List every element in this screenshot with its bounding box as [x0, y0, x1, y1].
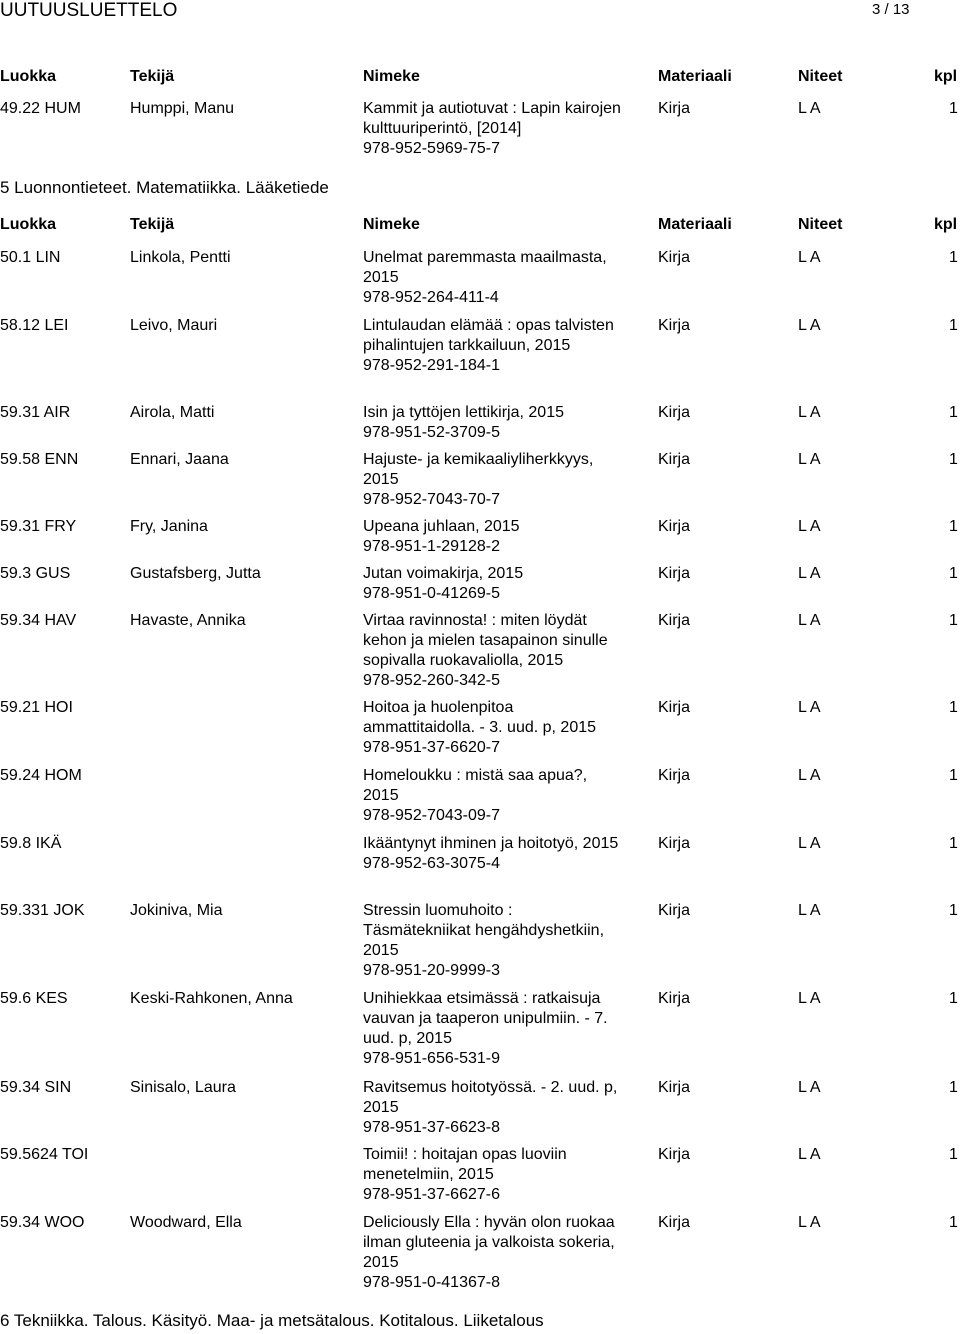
- item-niteet: L A: [798, 612, 821, 629]
- item-kpl: 1: [949, 1214, 958, 1231]
- item-kpl: 1: [949, 835, 958, 852]
- item-nimeke: Toimii! : hoitajan opas luoviin: [363, 1146, 567, 1163]
- item-kpl: 1: [949, 518, 958, 535]
- item-nimeke-line: 2015: [363, 1254, 399, 1271]
- column-header-luokka: Luokka: [0, 216, 57, 233]
- item-kpl: 1: [949, 317, 958, 334]
- list-item: [0, 564, 960, 584]
- item-luokka: 59.58 ENN: [0, 451, 79, 468]
- list-item: [0, 1145, 960, 1165]
- item-nimeke: Upeana juhlaan, 2015: [363, 518, 520, 535]
- item-tekija: Ennari, Jaana: [130, 451, 229, 468]
- item-luokka: 59.5624 TOI: [0, 1146, 89, 1163]
- item-isbn: 978-952-264-411-4: [363, 289, 499, 306]
- item-nimeke: Isin ja tyttöjen lettikirja, 2015: [363, 404, 564, 421]
- list-item: [0, 698, 960, 718]
- item-kpl: 1: [949, 699, 958, 716]
- item-materiaali: Kirja: [658, 612, 691, 629]
- item-isbn: 978-951-1-29128-2: [363, 538, 500, 555]
- column-header-niteet: Niteet: [798, 216, 843, 233]
- column-header-kpl: kpl: [934, 216, 958, 233]
- item-tekija: Leivo, Mauri: [130, 317, 218, 334]
- item-niteet: L A: [798, 767, 821, 784]
- item-isbn: 978-951-37-6627-6: [363, 1186, 500, 1203]
- item-materiaali: Kirja: [658, 767, 691, 784]
- item-kpl: 1: [949, 100, 958, 117]
- column-header-luokka: Luokka: [0, 68, 57, 85]
- item-luokka: 59.34 SIN: [0, 1079, 72, 1096]
- item-nimeke-line: 2015: [363, 269, 399, 286]
- item-nimeke-line: menetelmiin, 2015: [363, 1166, 494, 1183]
- item-isbn: 978-951-656-531-9: [363, 1050, 500, 1067]
- item-nimeke-line: ilman gluteenia ja valkoista sokeria,: [363, 1234, 615, 1251]
- list-item: [0, 517, 960, 537]
- column-header-tekija: Tekijä: [130, 216, 175, 233]
- column-header-niteet: Niteet: [798, 68, 843, 85]
- item-nimeke-line: ammattitaidolla. - 3. uud. p, 2015: [363, 719, 597, 736]
- list-item: [0, 901, 960, 921]
- item-isbn: 978-952-260-342-5: [363, 672, 500, 689]
- item-isbn: 978-951-0-41269-5: [363, 585, 500, 602]
- item-materiaali: Kirja: [658, 100, 691, 117]
- item-isbn: 978-951-52-3709-5: [363, 424, 500, 441]
- item-nimeke-line: 2015: [363, 942, 399, 959]
- list-item: [0, 403, 960, 423]
- item-materiaali: Kirja: [658, 1079, 691, 1096]
- item-niteet: L A: [798, 990, 821, 1007]
- item-nimeke: Stressin luomuhoito :: [363, 902, 513, 919]
- item-nimeke: Ikääntynyt ihminen ja hoitotyö, 2015: [363, 835, 619, 852]
- list-item: [0, 1078, 960, 1098]
- item-nimeke-line: Täsmätekniikat hengähdyshetkiin,: [363, 922, 605, 939]
- item-materiaali: Kirja: [658, 902, 691, 919]
- item-niteet: L A: [798, 1214, 821, 1231]
- item-niteet: L A: [798, 1079, 821, 1096]
- item-tekija: Airola, Matti: [130, 404, 215, 421]
- item-materiaali: Kirja: [658, 518, 691, 535]
- item-luokka: 59.331 JOK: [0, 902, 85, 919]
- item-isbn: 978-951-37-6623-8: [363, 1119, 500, 1136]
- item-nimeke-line: 2015: [363, 471, 399, 488]
- list-item: [0, 766, 960, 786]
- item-nimeke-line: 2015: [363, 787, 399, 804]
- item-niteet: L A: [798, 451, 821, 468]
- column-header-tekija: Tekijä: [130, 68, 175, 85]
- column-header-materiaali: Materiaali: [658, 68, 732, 85]
- item-luokka: 59.31 AIR: [0, 404, 71, 421]
- item-niteet: L A: [798, 518, 821, 535]
- item-tekija: Jokiniva, Mia: [130, 902, 223, 919]
- item-luokka: 59.21 HOI: [0, 699, 73, 716]
- item-isbn: 978-951-37-6620-7: [363, 739, 500, 756]
- column-header-kpl: kpl: [934, 68, 958, 85]
- item-nimeke: Hajuste- ja kemikaaliyliherkkyys,: [363, 451, 594, 468]
- item-kpl: 1: [949, 404, 958, 421]
- item-nimeke: Unelmat paremmasta maailmasta,: [363, 249, 607, 266]
- item-kpl: 1: [949, 249, 958, 266]
- item-luokka: 58.12 LEI: [0, 317, 69, 334]
- item-kpl: 1: [949, 1146, 958, 1163]
- page-title: UUTUUSLUETTELO: [0, 0, 178, 21]
- item-materiaali: Kirja: [658, 451, 691, 468]
- list-item: [0, 611, 960, 631]
- item-nimeke-line: vauvan ja taaperon unipulmiin. - 7.: [363, 1010, 608, 1027]
- item-nimeke: Kammit ja autiotuvat : Lapin kairojen: [363, 100, 621, 117]
- item-nimeke-line: uud. p, 2015: [363, 1030, 452, 1047]
- item-tekija: Linkola, Pentti: [130, 249, 231, 266]
- column-header-nimeke: Nimeke: [363, 216, 420, 233]
- item-kpl: 1: [949, 451, 958, 468]
- item-nimeke: Hoitoa ja huolenpitoa: [363, 699, 514, 716]
- list-item: [0, 316, 960, 336]
- item-nimeke: Jutan voimakirja, 2015: [363, 565, 524, 582]
- item-nimeke: Ravitsemus hoitotyössä. - 2. uud. p,: [363, 1079, 618, 1096]
- item-luokka: 59.34 HAV: [0, 612, 77, 629]
- item-luokka: 59.6 KES: [0, 990, 68, 1007]
- item-niteet: L A: [798, 100, 821, 117]
- item-kpl: 1: [949, 767, 958, 784]
- section-title: 5 Luonnontieteet. Matematiikka. Lääketiede: [0, 178, 329, 197]
- item-luokka: 50.1 LIN: [0, 249, 61, 266]
- item-nimeke-line: kulttuuriperintö, [2014]: [363, 120, 522, 137]
- item-kpl: 1: [949, 902, 958, 919]
- item-materiaali: Kirja: [658, 699, 691, 716]
- item-nimeke: Homeloukku : mistä saa apua?,: [363, 767, 588, 784]
- item-niteet: L A: [798, 902, 821, 919]
- item-materiaali: Kirja: [658, 835, 691, 852]
- item-materiaali: Kirja: [658, 1146, 691, 1163]
- item-nimeke-line: 2015: [363, 1099, 399, 1116]
- item-niteet: L A: [798, 1146, 821, 1163]
- item-nimeke-line: pihalintujen tarkkailuun, 2015: [363, 337, 571, 354]
- item-materiaali: Kirja: [658, 249, 691, 266]
- item-luokka: 59.31 FRY: [0, 518, 77, 535]
- item-materiaali: Kirja: [658, 990, 691, 1007]
- item-materiaali: Kirja: [658, 317, 691, 334]
- list-item: [0, 1213, 960, 1233]
- item-niteet: L A: [798, 565, 821, 582]
- item-materiaali: Kirja: [658, 404, 691, 421]
- item-nimeke-line: kehon ja mielen tasapainon sinulle: [363, 632, 608, 649]
- item-isbn: 978-952-7043-70-7: [363, 491, 500, 508]
- item-kpl: 1: [949, 612, 958, 629]
- item-isbn: 978-952-63-3075-4: [363, 855, 500, 872]
- list-item: [0, 248, 960, 268]
- item-isbn: 978-951-20-9999-3: [363, 962, 500, 979]
- column-header-row: [0, 215, 960, 235]
- item-nimeke: Lintulaudan elämää : opas talvisten: [363, 317, 614, 334]
- list-item: [0, 834, 960, 854]
- item-isbn: 978-951-0-41367-8: [363, 1274, 500, 1291]
- item-niteet: L A: [798, 404, 821, 421]
- item-luokka: 59.3 GUS: [0, 565, 71, 582]
- item-tekija: Havaste, Annika: [130, 612, 246, 629]
- item-luokka: 59.8 IKÄ: [0, 835, 62, 852]
- item-kpl: 1: [949, 990, 958, 1007]
- item-luokka: 59.24 HOM: [0, 767, 82, 784]
- item-luokka: 59.34 WOO: [0, 1214, 85, 1231]
- list-item: [0, 989, 960, 1009]
- item-niteet: L A: [798, 249, 821, 266]
- item-nimeke: Unihiekkaa etsimässä : ratkaisuja: [363, 990, 601, 1007]
- item-luokka: 49.22 HUM: [0, 100, 81, 117]
- item-isbn: 978-952-291-184-1: [363, 357, 500, 374]
- column-header-nimeke: Nimeke: [363, 68, 420, 85]
- list-item: [0, 99, 960, 119]
- column-header-materiaali: Materiaali: [658, 216, 732, 233]
- section-title: 6 Tekniikka. Talous. Käsityö. Maa- ja metsätalous. Kotitalous. Liiketalous: [0, 1311, 544, 1330]
- item-tekija: Humppi, Manu: [130, 100, 235, 117]
- item-materiaali: Kirja: [658, 1214, 691, 1231]
- item-tekija: Sinisalo, Laura: [130, 1079, 236, 1096]
- item-tekija: Woodward, Ella: [130, 1214, 242, 1231]
- item-niteet: L A: [798, 317, 821, 334]
- item-niteet: L A: [798, 699, 821, 716]
- item-tekija: Keski-Rahkonen, Anna: [130, 990, 293, 1007]
- item-kpl: 1: [949, 1079, 958, 1096]
- item-materiaali: Kirja: [658, 565, 691, 582]
- item-nimeke: Deliciously Ella : hyvän olon ruokaa: [363, 1214, 615, 1231]
- list-item: [0, 450, 960, 470]
- item-kpl: 1: [949, 565, 958, 582]
- item-isbn: 978-952-5969-75-7: [363, 140, 500, 157]
- column-header-row: [0, 67, 960, 87]
- item-tekija: Gustafsberg, Jutta: [130, 565, 261, 582]
- item-tekija: Fry, Janina: [130, 518, 208, 535]
- item-isbn: 978-952-7043-09-7: [363, 807, 500, 824]
- item-nimeke: Virtaa ravinnosta! : miten löydät: [363, 612, 587, 629]
- page-number: 3 / 13: [872, 1, 910, 18]
- item-niteet: L A: [798, 835, 821, 852]
- item-nimeke-line: sopivalla ruokavaliolla, 2015: [363, 652, 564, 669]
